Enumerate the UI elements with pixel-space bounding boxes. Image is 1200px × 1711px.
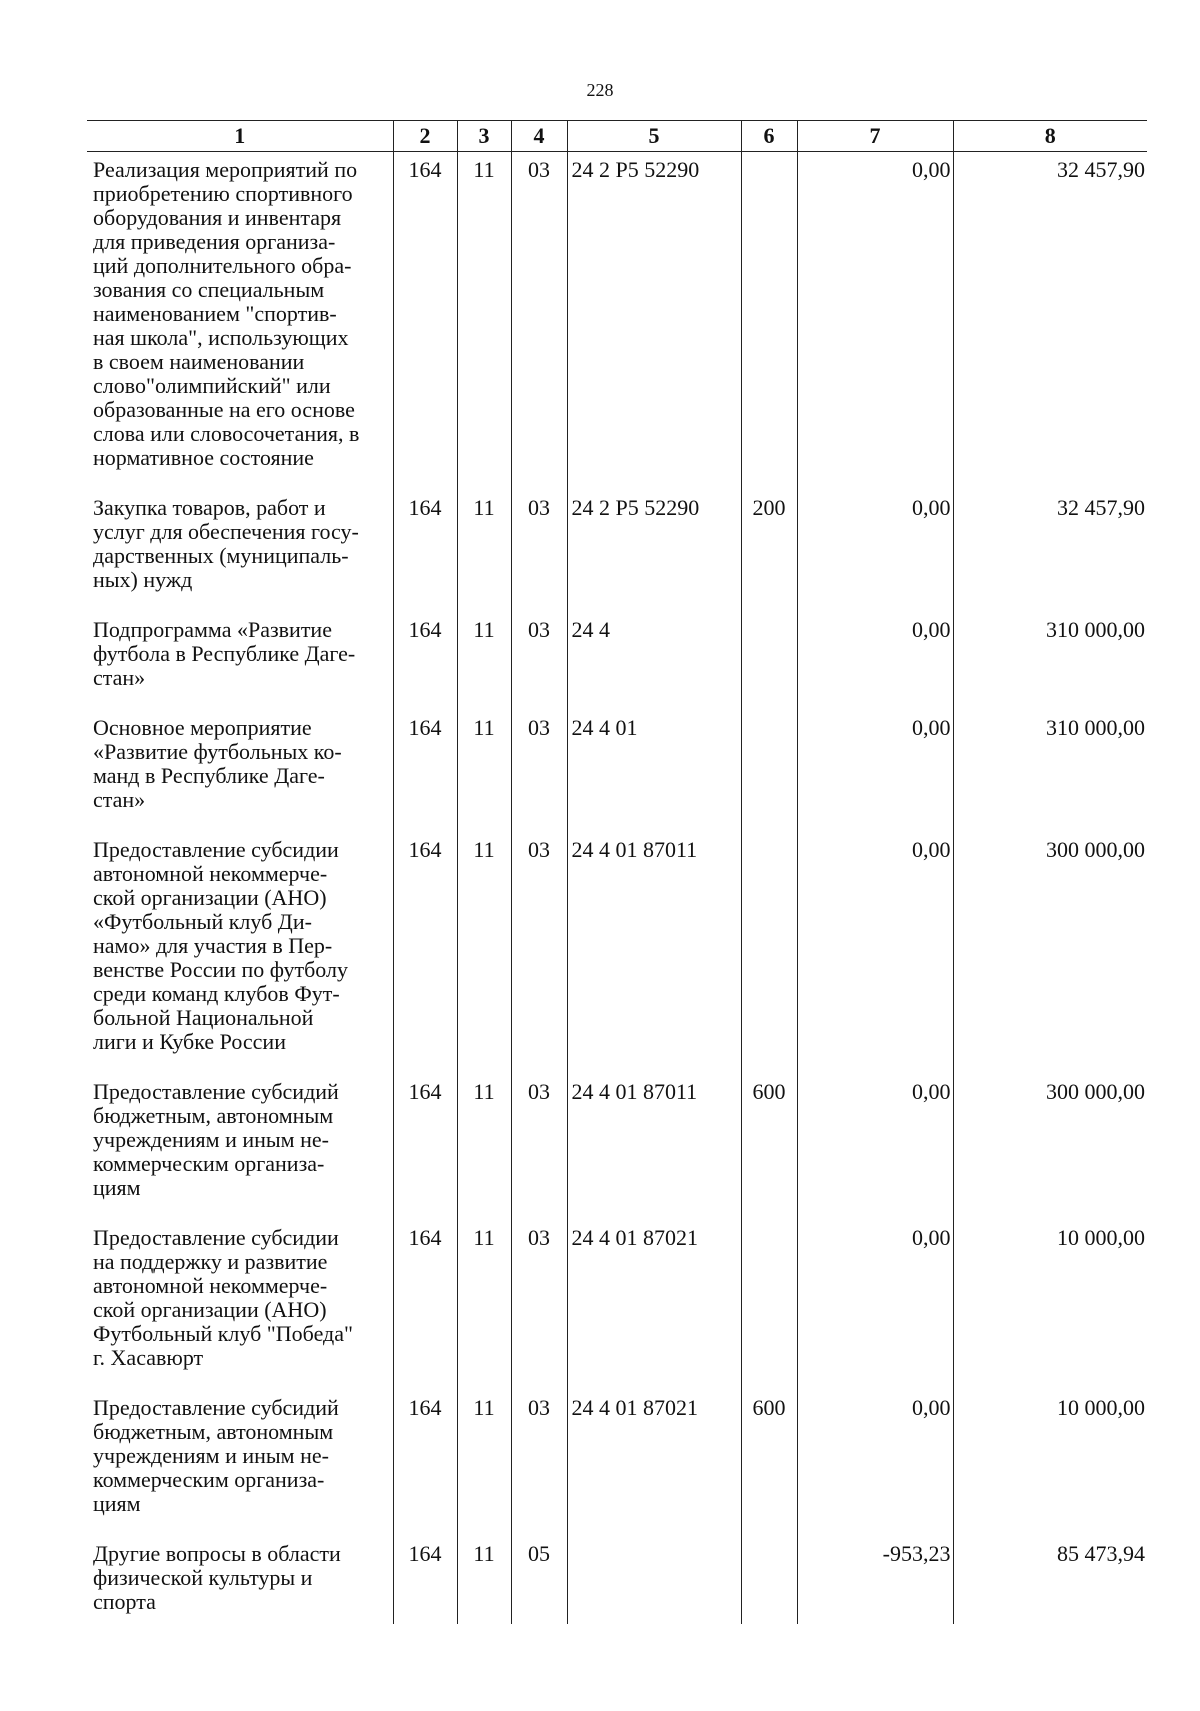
row-expense-type: 600 [741, 1074, 797, 1220]
header-col-6: 6 [741, 121, 797, 152]
row-expense-type [741, 612, 797, 710]
table-row [87, 152, 1147, 491]
table-row [87, 1390, 1147, 1536]
row-section-code: 11 [457, 1220, 511, 1390]
row-amount-change: 0,00 [797, 710, 953, 832]
row-section-code: 11 [457, 1536, 511, 1624]
table-row [87, 612, 1147, 710]
row-description: Предоставление субсидий бюджетным, автономным учреждениям и иным не- коммерческим организа- циям [93, 1395, 339, 1516]
header-col-2: 2 [393, 121, 457, 152]
table-row [87, 1074, 1147, 1220]
row-amount-change: 0,00 [797, 832, 953, 1074]
row-section-code: 11 [457, 490, 511, 612]
table-row [87, 710, 1147, 832]
row-target-code: 24 4 01 [567, 710, 741, 832]
row-amount-change: 0,00 [797, 490, 953, 612]
row-section-code: 11 [457, 1390, 511, 1536]
page-number: 228 [586, 80, 614, 100]
row-amount-change: -953,23 [797, 1536, 953, 1624]
row-target-code: 24 2 P5 52290 [567, 490, 741, 612]
row-ministry-code: 164 [393, 490, 457, 612]
row-target-code: 24 4 01 87011 [567, 1074, 741, 1220]
row-subsection-code: 03 [511, 1220, 567, 1390]
row-amount-total: 300 000,00 [953, 832, 1147, 1074]
row-amount-change: 0,00 [797, 1220, 953, 1390]
row-description: Реализация мероприятий по приобретению спортивного оборудования и инвентаря для приведения организа- ций дополнительного обра- зования со специальным наименованием "спортив- ная школа", использующих в своем наименовании слово"олимпийский" или образованные на его основе слова или словосочетания, в нормативное состояние [93, 157, 360, 470]
row-expense-type [741, 832, 797, 1074]
row-ministry-code: 164 [393, 1220, 457, 1390]
row-amount-total: 10 000,00 [953, 1390, 1147, 1536]
row-ministry-code: 164 [393, 1390, 457, 1536]
row-expense-type [741, 152, 797, 491]
row-expense-type [741, 1536, 797, 1624]
header-col-3: 3 [457, 121, 511, 152]
row-target-code [567, 1536, 741, 1624]
row-subsection-code: 05 [511, 1536, 567, 1624]
table-row [87, 1536, 1147, 1624]
row-amount-total: 300 000,00 [953, 1074, 1147, 1220]
row-description: Основное мероприятие «Развитие футбольных ко- манд в Республике Даге- стан» [93, 715, 342, 812]
table-body [87, 152, 1147, 1625]
row-section-code: 11 [457, 612, 511, 710]
row-subsection-code: 03 [511, 832, 567, 1074]
row-section-code: 11 [457, 1074, 511, 1220]
table-row [87, 832, 1147, 1074]
row-ministry-code: 164 [393, 710, 457, 832]
row-ministry-code: 164 [393, 1074, 457, 1220]
row-target-code: 24 4 01 87021 [567, 1390, 741, 1536]
row-amount-total: 10 000,00 [953, 1220, 1147, 1390]
header-col-1: 1 [87, 121, 393, 152]
row-description: Предоставление субсидий бюджетным, автономным учреждениям и иным не- коммерческим организа- циям [93, 1079, 339, 1200]
header-col-8: 8 [953, 121, 1147, 152]
row-amount-change: 0,00 [797, 612, 953, 710]
row-section-code: 11 [457, 832, 511, 1074]
table-row [87, 1220, 1147, 1390]
row-section-code: 11 [457, 710, 511, 832]
row-amount-change: 0,00 [797, 1074, 953, 1220]
row-description: Закупка товаров, работ и услуг для обеспечения госу- дарственных (муниципаль- ных) нужд [93, 495, 359, 592]
row-ministry-code: 164 [393, 612, 457, 710]
row-subsection-code: 03 [511, 710, 567, 832]
row-description: Предоставление субсидии на поддержку и развитие автономной некоммерче- ской организации (АНО) Футбольный клуб "Победа" г. Хасавюрт [93, 1225, 353, 1370]
table-row [87, 490, 1147, 612]
table-header [87, 121, 1147, 152]
row-description: Другие вопросы в области физической культуры и спорта [93, 1541, 341, 1614]
row-expense-type: 200 [741, 490, 797, 612]
row-target-code: 24 4 01 87021 [567, 1220, 741, 1390]
header-col-7: 7 [797, 121, 953, 152]
row-description: Предоставление субсидии автономной некоммерче- ской организации (АНО) «Футбольный клуб Ди- намо» для участия в Пер- венстве России по футболу среди команд клубов Фут- больной Национальной лиги и Кубке России [93, 837, 348, 1054]
header-col-4: 4 [511, 121, 567, 152]
row-amount-change: 0,00 [797, 1390, 953, 1536]
row-amount-total: 310 000,00 [953, 612, 1147, 710]
row-ministry-code: 164 [393, 1536, 457, 1624]
row-target-code: 24 4 01 87011 [567, 832, 741, 1074]
row-subsection-code: 03 [511, 152, 567, 491]
header-row [87, 121, 1147, 152]
row-ministry-code: 164 [393, 152, 457, 491]
header-col-5: 5 [567, 121, 741, 152]
row-amount-total: 85 473,94 [953, 1536, 1147, 1624]
row-expense-type: 600 [741, 1390, 797, 1536]
row-amount-total: 310 000,00 [953, 710, 1147, 832]
row-subsection-code: 03 [511, 490, 567, 612]
row-subsection-code: 03 [511, 612, 567, 710]
row-section-code: 11 [457, 152, 511, 491]
row-amount-total: 32 457,90 [953, 490, 1147, 612]
row-ministry-code: 164 [393, 832, 457, 1074]
row-subsection-code: 03 [511, 1074, 567, 1220]
row-target-code: 24 2 P5 52290 [567, 152, 741, 491]
row-expense-type [741, 1220, 797, 1390]
row-amount-total: 32 457,90 [953, 152, 1147, 491]
row-subsection-code: 03 [511, 1390, 567, 1536]
row-expense-type [741, 710, 797, 832]
row-description: Подпрограмма «Развитие футбола в Республике Даге- стан» [93, 617, 356, 690]
budget-table [87, 120, 1147, 1624]
row-target-code: 24 4 [567, 612, 741, 710]
row-amount-change: 0,00 [797, 152, 953, 491]
